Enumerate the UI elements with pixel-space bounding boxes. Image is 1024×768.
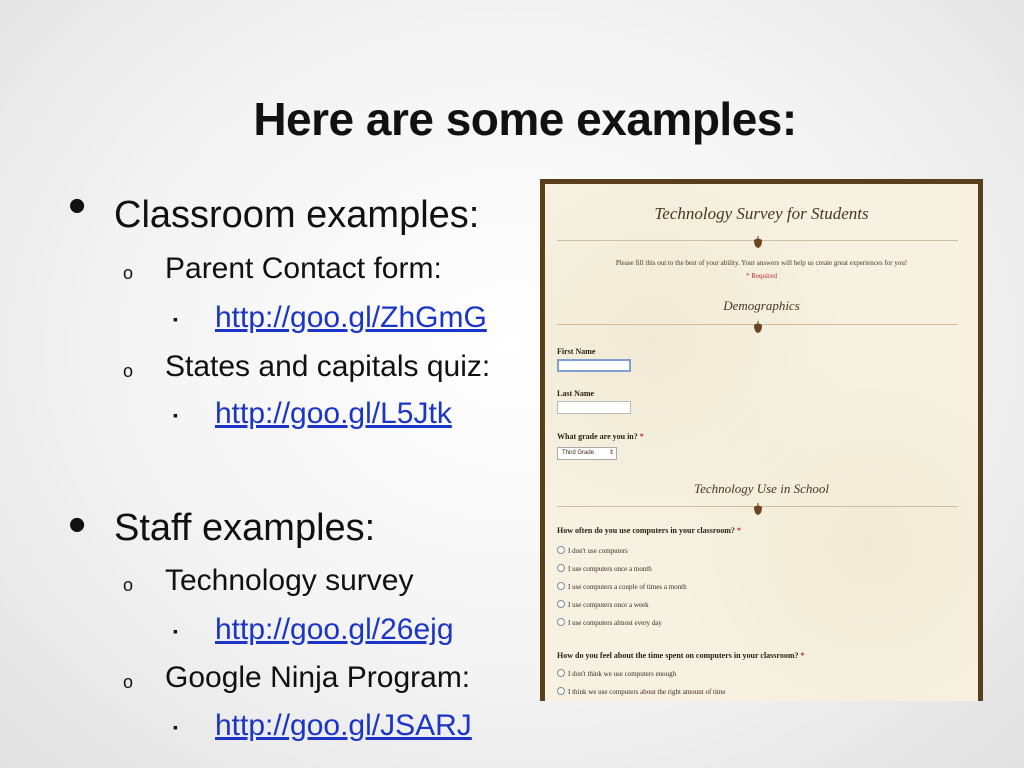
- form-title: Technology Survey for Students: [654, 204, 869, 223]
- bullet-circle-icon: o: [123, 575, 134, 595]
- link-google-ninja[interactable]: http://goo.gl/JSARJ: [215, 709, 472, 742]
- item-label-states-quiz: States and capitals quiz:: [165, 350, 491, 383]
- last-name-label: Last Name: [557, 389, 595, 398]
- radio-icon: [557, 564, 565, 572]
- radio-icon: [557, 546, 565, 554]
- link-parent-contact[interactable]: http://goo.gl/ZhGmG: [215, 301, 487, 334]
- section-heading-classroom: Classroom examples:: [114, 194, 480, 236]
- radio-icon: [557, 618, 565, 626]
- grade-select[interactable]: [557, 447, 617, 460]
- section-title-demographics: Demographics: [723, 298, 800, 313]
- required-note: * Required: [746, 272, 777, 280]
- bullet-circle-icon: o: [123, 263, 134, 283]
- acorn-ornament-icon: [753, 503, 763, 515]
- radio-icon: [557, 687, 565, 695]
- bullet-square-icon: ▪: [173, 719, 178, 735]
- radio-option[interactable]: I use computers once a week: [557, 600, 649, 609]
- bullet-square-icon: ▪: [173, 407, 178, 423]
- bullet-dot-icon: •: [68, 177, 87, 235]
- radio-option[interactable]: I think we use computers about the right amount of time: [557, 687, 725, 696]
- last-name-field[interactable]: [557, 401, 631, 414]
- question-computer-frequency: How often do you use computers in your classroom? *: [557, 526, 741, 535]
- bullet-square-icon: ▪: [173, 311, 178, 327]
- item-label-google-ninja: Google Ninja Program:: [165, 661, 471, 694]
- acorn-ornament-icon: [753, 236, 763, 248]
- link-technology-survey[interactable]: http://goo.gl/26ejg: [215, 613, 454, 646]
- bullet-square-icon: ▪: [173, 623, 178, 639]
- radio-option[interactable]: I use computers almost every day: [557, 618, 662, 627]
- bullet-circle-icon: o: [123, 672, 134, 692]
- acorn-ornament-icon: [753, 321, 763, 333]
- item-label-technology-survey: Technology survey: [165, 564, 414, 597]
- bullet-circle-icon: o: [123, 361, 134, 381]
- grade-question: What grade are you in? *: [557, 432, 644, 441]
- survey-form-screenshot: [540, 179, 983, 701]
- radio-icon: [557, 582, 565, 590]
- radio-option[interactable]: I don't use computers: [557, 546, 628, 555]
- item-label-parent-contact: Parent Contact form:: [165, 252, 442, 285]
- slide-title: Here are some examples:: [253, 93, 797, 145]
- radio-icon: [557, 669, 565, 677]
- radio-icon: [557, 600, 565, 608]
- question-time-feeling: How do you feel about the time spent on computers in your classroom? *: [557, 651, 805, 660]
- radio-option[interactable]: I use computers once a month: [557, 564, 652, 573]
- radio-option[interactable]: I don't think we use computers enough: [557, 669, 676, 678]
- select-arrows-icon: ⇕: [608, 450, 614, 456]
- section-title-technology-use: Technology Use in School: [694, 481, 829, 496]
- section-heading-staff: Staff examples:: [114, 507, 376, 549]
- grade-select-value: Third Grade: [562, 450, 595, 456]
- form-intro: Please fill this out to the best of your ability. Your answers will help us create great experiences for you!: [615, 259, 908, 267]
- first-name-label: First Name: [557, 347, 596, 356]
- bullet-dot-icon: •: [68, 496, 87, 554]
- link-states-quiz[interactable]: http://goo.gl/L5Jtk: [215, 397, 452, 430]
- first-name-field[interactable]: [557, 359, 631, 372]
- radio-option[interactable]: I use computers a couple of times a month: [557, 582, 687, 591]
